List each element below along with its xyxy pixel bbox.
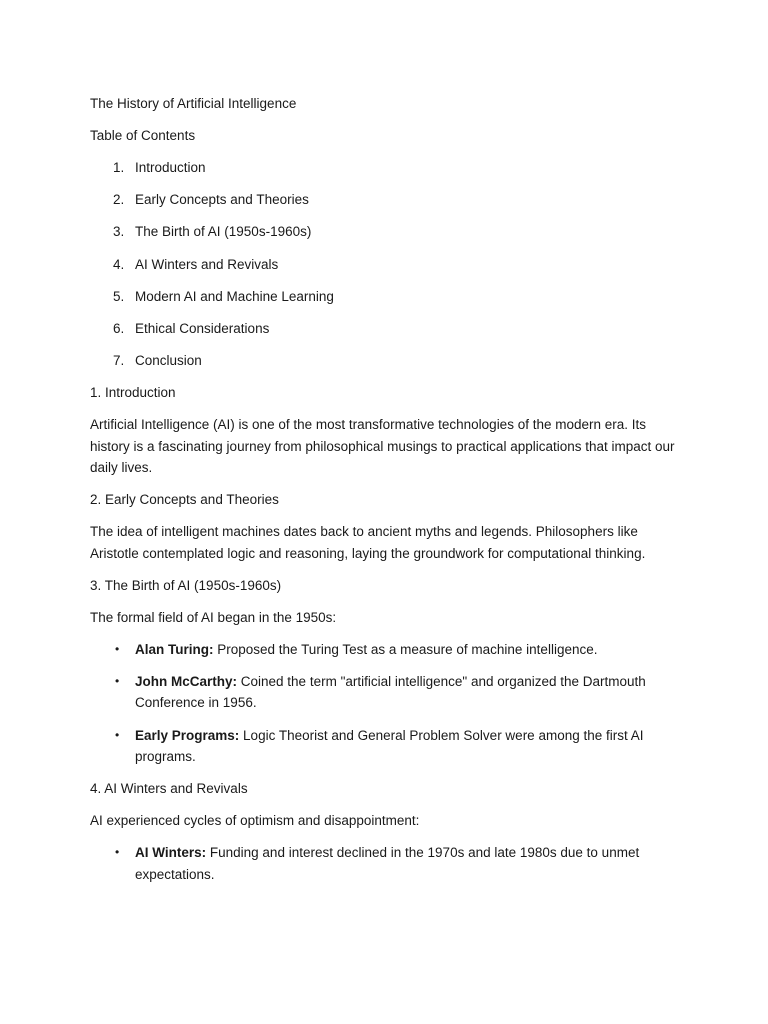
toc-item-label: Introduction (135, 160, 206, 175)
bullet-item (90, 842, 680, 885)
toc-item (90, 221, 680, 243)
toc-item (90, 254, 680, 276)
table-of-contents (90, 157, 680, 372)
toc-item (90, 350, 680, 372)
toc-item-number: 5. (113, 288, 125, 304)
toc-item-label: Ethical Considerations (135, 320, 270, 336)
bullet-icon: • (115, 641, 120, 656)
toc-item (90, 189, 680, 211)
birth-of-ai-bullet-list (90, 639, 680, 768)
toc-item-number: 6. (113, 320, 125, 336)
bullet-icon: • (115, 727, 120, 742)
toc-item-number: 1. (113, 160, 125, 175)
toc-item (90, 286, 680, 308)
toc-item-label: Early Concepts and Theories (135, 192, 309, 208)
toc-item (90, 157, 680, 179)
bullet-item (90, 671, 680, 714)
toc-item-number: 4. (113, 256, 125, 272)
bullet-term: Alan Turing: (135, 641, 214, 657)
bullet-text: Logic Theorist and General Problem Solver were among the first AI programs. (135, 727, 644, 764)
bullet-term: Early Programs: (135, 727, 240, 743)
section-heading-introduction: 1. Introduction (90, 385, 176, 401)
section-heading-birth-of-ai: 3. The Birth of AI (1950s-1960s) (90, 577, 282, 593)
bullet-term: John McCarthy: (135, 673, 238, 689)
toc-item-number: 7. (113, 353, 125, 369)
bullet-text: Funding and interest declined in the 1970s and late 1980s due to unmet expectations. (135, 845, 640, 882)
toc-item-label: AI Winters and Revivals (135, 256, 279, 272)
toc-item-label: Conclusion (135, 353, 202, 369)
bullet-text: Proposed the Turing Test as a measure of machine intelligence. (213, 641, 598, 657)
document-page (90, 93, 680, 896)
toc-item-label: The Birth of AI (1950s-1960s) (135, 224, 312, 240)
toc-item-number: 2. (113, 192, 125, 208)
toc-item-number: 3. (113, 224, 125, 240)
document-title: The History of Artificial Intelligence (90, 96, 297, 111)
section-body-early-concepts: The idea of intelligent machines dates back to ancient myths and legends. Philosophers like Aristotle contemplated logic and reasoning, laying the groundwork for computational thinking. (90, 524, 646, 561)
bullet-text: Coined the term "artificial intelligence" and organized the Dartmouth Conference in 1956. (135, 673, 646, 711)
section-heading-ai-winters: 4. AI Winters and Revivals (90, 781, 248, 796)
section-body-birth-of-ai: The formal field of AI began in the 1950s: (90, 609, 337, 625)
ai-winters-bullet-list (90, 842, 680, 885)
section-body-introduction: Artificial Intelligence (AI) is one of the most transformative technologies of the modern era. Its history is a fascinating journey from philosophical musings to practical applications that impact our daily lives. (90, 417, 675, 476)
bullet-icon: • (115, 673, 120, 688)
bullet-item (90, 725, 680, 768)
toc-heading: Table of Contents (90, 128, 196, 143)
section-heading-early-concepts: 2. Early Concepts and Theories (90, 492, 279, 508)
bullet-term: AI Winters: (135, 845, 207, 860)
section-body-ai-winters: AI experienced cycles of optimism and disappointment: (90, 813, 420, 828)
toc-item-label: Modern AI and Machine Learning (135, 288, 334, 304)
bullet-item (90, 639, 680, 661)
toc-item (90, 318, 680, 340)
bullet-icon: • (115, 845, 120, 859)
